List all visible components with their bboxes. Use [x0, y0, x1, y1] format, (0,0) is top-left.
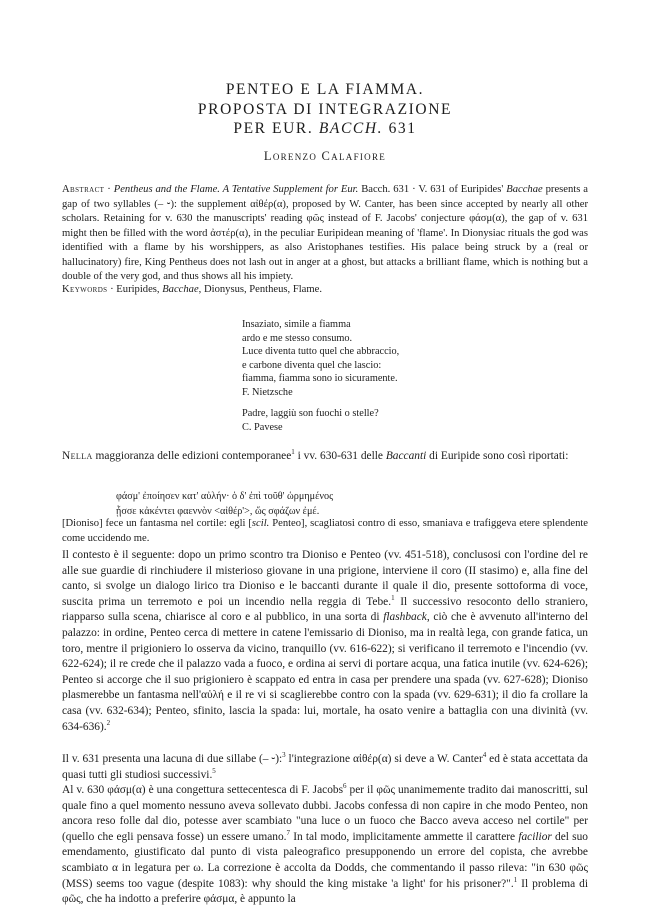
abstract-verse-ref: · V. 631 of Euripides': [409, 184, 507, 195]
title-line-3: [0, 119, 650, 139]
epigraph-line: ardo e me stesso consumo.: [242, 332, 353, 344]
abstract-separator: ·: [104, 184, 114, 195]
title-line-2: PROPOSTA DI INTEGRAZIONE: [197, 100, 453, 118]
emphasis: facilior: [518, 830, 552, 843]
footnote-ref[interactable]: 2: [106, 718, 111, 727]
greek-verse-631: ᾖσσε κἀκέντει φαεννὸν <αἰθέρ'>, ὥς σφάζων ἐμέ.: [116, 506, 320, 517]
paragraph-text: Il problema di φῶς, che ha indotto a preferire φάσμα, è appunto la: [62, 877, 588, 906]
title-line-3-prefix: PER EUR.: [233, 120, 319, 137]
paragraph-text: Il successivo resoconto dello straniero, riapparso sulla scena, chiarisce al coro e al pubblico, in una sorta di: [62, 595, 589, 624]
paragraph-text: per il φῶς unanimemente tradito dai manoscritti, sul quale fino a quel momento nessuno aveva sollevato dubbi. Jacobs confessa di non capire in che modo Penteo, non ancora reso folle dal dio, potesse aver scambiato "una luce o un fuoco che Bacco aveva acceso nel cortile" per (quello che egli pensava fosse) un essere umano.: [62, 784, 588, 843]
keywords-separator: ·: [107, 284, 117, 295]
abstract-english-title: Pentheus and the Flame. A Tentative Supplement for Eur.: [113, 184, 359, 195]
paragraph-text: Il v. 631 presenta una lacuna di due sillabe (– ⏑):: [62, 753, 283, 765]
paragraph-text: Il contesto è il seguente: dopo un primo scontro tra Dioniso e Penteo (vv. 451-518), conclusosi con l'ordine del re alle sue guardie di rinchiudere il misterioso giovane in una prigione, interviene il coro (II stasimo) e, alla fine del canto, si svolge un dialogo lirico tra Dioniso e le baccanti durante il quale il dio, presente sottoforma di voce, suscita prima un terremoto e poi un incendio nella reggia di Tebe.: [62, 549, 588, 608]
footnote-ref[interactable]: 5: [212, 766, 216, 775]
work-title: Baccanti: [385, 450, 427, 462]
abstract: [62, 183, 588, 285]
epigraph: [242, 318, 442, 434]
paragraph-text: di Euripide sono così riportati:: [426, 450, 569, 462]
epigraph-line: fiamma, fiamma sono io sicuramente.: [242, 373, 398, 384]
author-name: Lorenzo Calafiore: [263, 149, 387, 163]
paragraph-lead-word: Nella: [62, 450, 93, 462]
epigraph-attribution: F. Nietzsche: [242, 386, 293, 398]
footnote-ref[interactable]: 1: [391, 593, 395, 602]
footnote-ref[interactable]: 1: [513, 875, 518, 884]
paragraph-text: In tal modo, implicitamente ammette il carattere: [290, 830, 519, 843]
paragraph-text: del suo emendamento, giustificato dal punto di vista paleografico presupponendo un errore del copista, che avrebbe scambiato α in legatura per ω. La correzione è accolta da Dodds, che commentando il passo rileva: "in 630 φῶς (MSS) seems too vague (despite 1083): why should the king mistake 'a light' for his prisoner?".: [62, 830, 588, 890]
paragraph-context: [62, 548, 588, 735]
title-line-3-suffix: 631: [383, 120, 417, 137]
paragraph-jacobs: [62, 783, 588, 908]
greek-quotation: [116, 489, 333, 519]
keywords: [62, 283, 588, 297]
epigraph-line: Luce diventa tutto quel che abbraccio,: [242, 346, 400, 357]
abstract-work-title: Bacchae: [506, 184, 543, 195]
paragraph-text: maggioranza delle edizioni contemporanee: [92, 450, 292, 462]
abstract-english-title-ref: Bacch. 631: [358, 184, 410, 195]
footnote-ref[interactable]: 7: [286, 828, 290, 837]
footnote-ref[interactable]: 3: [282, 751, 286, 760]
translation-text: Penteo], scagliatosi contro di esso, smaniava e trafiggeva etere splendente come uccidendo me.: [62, 518, 589, 544]
paragraph-text: l'integrazione αἰθέρ(α) si deve a W. Canter: [285, 753, 483, 765]
abstract-label: Abstract: [62, 184, 105, 195]
paragraph-intro: [62, 449, 588, 465]
epigraph-gap: [242, 399, 442, 407]
greek-verse-630: φάσμ' ἐποίησεν κατ' αὐλήν· ὁ δ' ἐπὶ τοῦθ' ὡρμημένος: [116, 491, 334, 502]
title-line-1: PENTEO E LA FIAMMA.: [225, 81, 425, 98]
article-title: [0, 80, 650, 139]
keywords-text-1: Euripides,: [116, 284, 163, 295]
translation-scil: scil.: [251, 518, 270, 529]
abstract-text: presents a gap of two syllables (– ⏑): the supplement αἰθέρ(α), proposed by W. Canter, has been since accepted by nearly all other scholars. Retaining for v. 630 the manuscripts' reading φῶς instead of F. Jacobs' conjecture φάσμ(α), the gap of v. 631 might then be filled with the word ἀστέρ(α), in the peculiar Euripidean meaning of 'flame'. In Dionysiac rituals the god was identified with a flame by his worshippers, as also Aristophanes testifies. His palace being struck by a (real or hallucinatory) fire, King Pentheus does not lash out in anger at a ghost, but attacks a brilliant flame, which is nothing but a double of the very god, and thus shows all his impiety.: [62, 184, 588, 282]
title-line-3-work: BACCH.: [318, 120, 384, 137]
epigraph-line: Padre, laggiù son fuochi o stelle?: [242, 408, 379, 419]
epigraph-line: Insaziato, simile a fiamma: [242, 319, 351, 330]
footnote-ref[interactable]: 4: [482, 751, 487, 760]
keywords-text-2: , Dionysus, Pentheus, Flame.: [198, 284, 322, 295]
epigraph-line: e carbone diventa quel che lascio:: [242, 359, 382, 371]
keywords-label: Keywords: [62, 284, 108, 295]
translation: [62, 516, 588, 546]
paragraph-text: Al v. 630 φάσμ(α) è una congettura settecentesca di F. Jacobs: [62, 784, 344, 796]
emphasis: flashback: [383, 611, 427, 624]
paragraph-text: i vv. 630-631 delle: [294, 450, 386, 462]
paragraph-text: , ciò che è avvenuto all'interno del palazzo: in ordine, Penteo cerca di mettere in catene l'emissario di Dioniso, ma in realtà lega, con grande fatica, un toro, mentre il prigioniero lo osserva da vicino, tranquillo (vv. 616-622); si verificano il terremoto e l'incendio (vv. 622-624); il re crede che il palazzo vada a fuoco, e ordina ai servi di portare acqua, una fatica inutile (vv. 624-626); Penteo si accorge che il suo prigioniero è scappato ed entra in casa per prendere una spada (vv. 627-628); Dioniso plasmerebbe un fantasma nell'αὐλή e il re vi si scaglierebbe contro con la spada (vv. 629-631); il dio fa crollare la casa (vv. 632-634); Penteo, sfinito, lascia la spada: lui, mortale, ha osato venire a battaglia con una divinità (vv. 634-636).: [62, 611, 588, 733]
paragraph-text: ed è stata accettata da quasi tutti gli studiosi successivi.: [62, 753, 588, 781]
paragraph-lacuna: [62, 752, 588, 783]
footnote-ref[interactable]: 1: [291, 448, 295, 457]
footnote-ref[interactable]: 6: [343, 782, 347, 791]
epigraph-attribution: C. Pavese: [242, 421, 283, 433]
translation-text: [Dioniso] fece un fantasma nel cortile: egli [: [62, 518, 252, 529]
keywords-work: Bacchae: [162, 284, 199, 295]
